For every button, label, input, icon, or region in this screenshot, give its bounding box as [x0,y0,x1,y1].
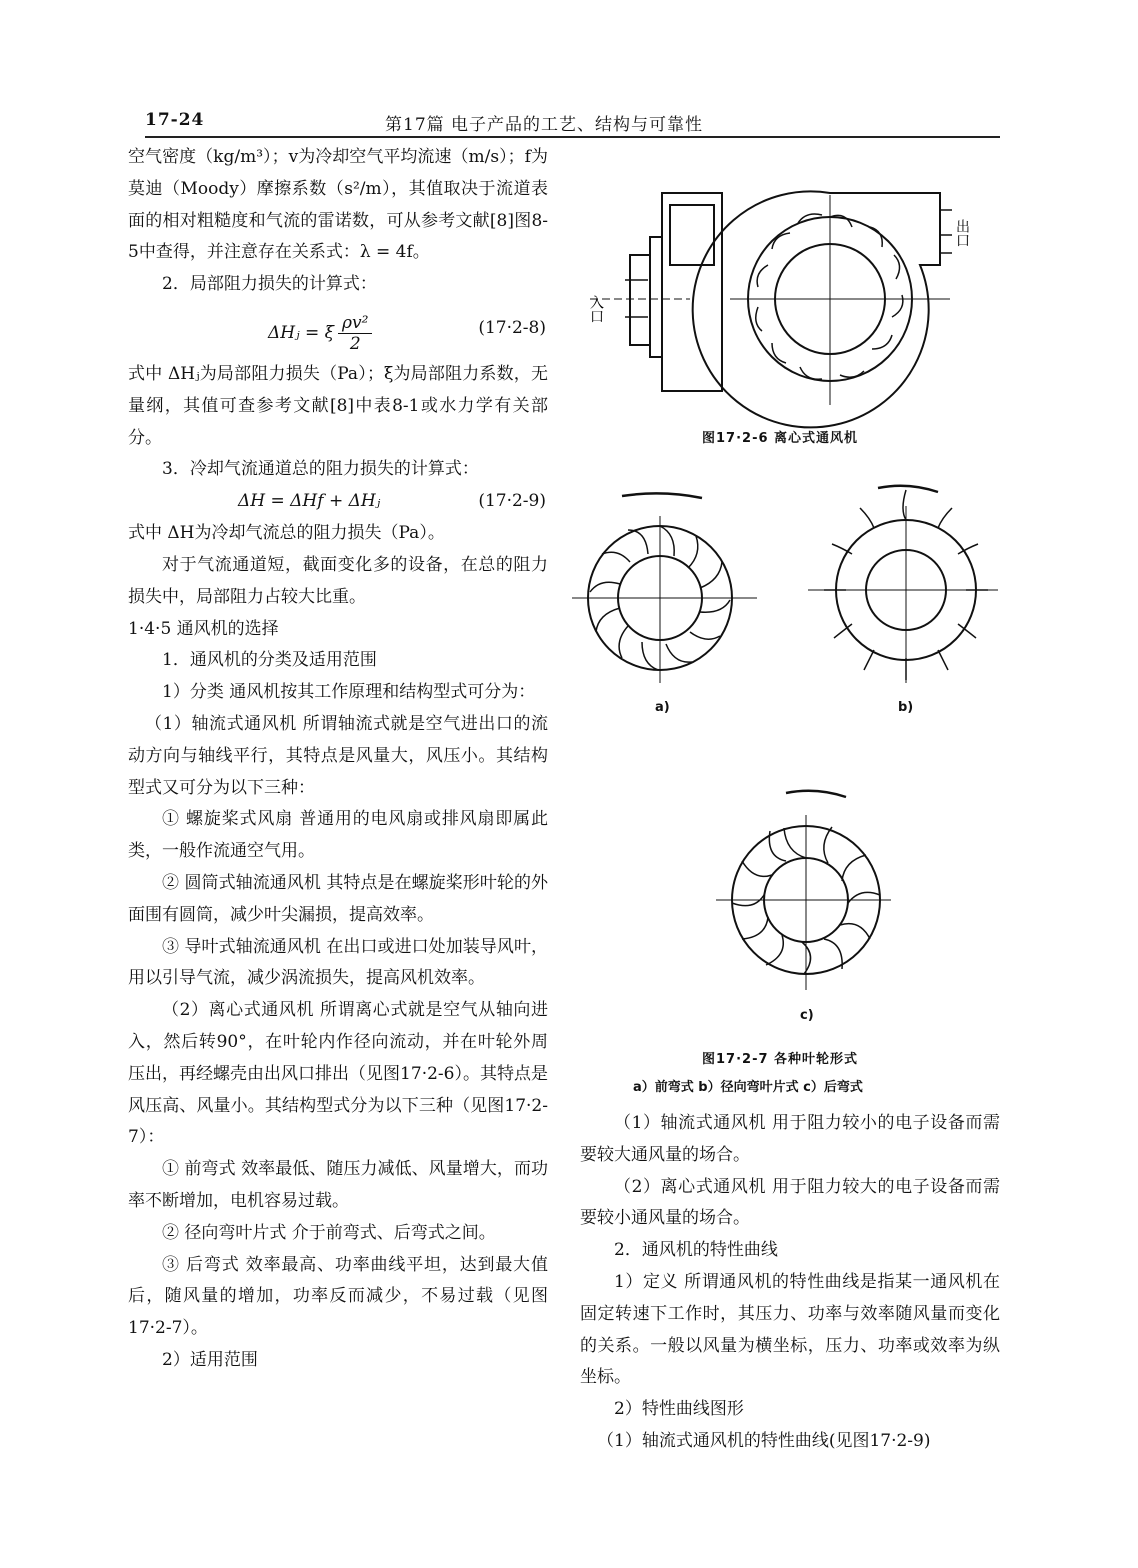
figure-caption: 图17·2-6 离心式通风机 [702,431,859,446]
paragraph: 1）定义 所谓通风机的特性曲线是指某一通风机在固定转速下工作时，其压力、功率与效率随风量而变化的关系。一般以风量为横坐标，压力、功率或效率为纵坐标。 [580,1271,1000,1388]
paragraph: ③ 后弯式 效率最高、功率曲线平坦，达到最大值后，随风量的增加，功率反而减少，不易过载（见图17·2-7）。 [128,1254,548,1339]
formula-17-2-8 [128,301,548,359]
formula-body: ΔH = ΔHf + ΔHⱼ [238,491,381,512]
header-title: 第17篇 电子产品的工艺、结构与可靠性 [385,115,704,135]
paragraph: 2．局部阻力损失的计算式： [162,274,377,295]
page-number: 17-24 [145,110,205,130]
formula-lhs: ΔHⱼ = ξ [268,322,335,343]
figure-caption: 图17·2-7 各种叶轮形式 [702,1052,859,1067]
paragraph: ② 圆筒式轴流通风机 其特点是在螺旋桨形叶轮的外面围有圆筒，减少叶尖漏损，提高效率。 [128,872,548,925]
formula-numerator: ρv² [338,313,372,334]
paragraph: 3．冷却气流通道总的阻力损失的计算式： [162,459,479,480]
paragraph: （1）轴流式通风机 用于阻力较小的电子设备而需要较大通风量的场合。 [580,1113,1000,1165]
paragraph: ② 径向弯叶片式 介于前弯式、后弯式之间。 [162,1222,496,1243]
paragraph: 空气密度（kg/m³）；v为冷却空气平均流速（m/s）；f为莫迪（Moody）摩擦系数（s²/m），其值取决于流道表面的相对粗糙度和气流的雷诺数，可从参考文献[8]图8-5中查得，并注意存在关系式：λ = 4f。 [128,147,548,263]
impeller-forward-curved [572,488,757,688]
formula-17-2-9 [128,486,548,518]
paragraph: （2）离心式通风机 所谓离心式就是空气从轴向进入，然后转90°，在叶轮内作径向流动，并在叶轮外周压出，再经螺壳由出风口排出（见图17·2-6）。其特点是风压高、风量小。其结构型式分为以下三种（见图17·2-7）： [128,1000,548,1148]
section-heading: 1·4·5 通风机的选择 [128,618,279,639]
paragraph: ③ 导叶式轴流通风机 在出口或进口处加装导风叶，用以引导气流，减少涡流损失，提高风机效率。 [128,936,548,989]
impeller-backward-curved [716,785,891,995]
paragraph: 2．通风机的特性曲线 [614,1240,778,1261]
figure-label-a: a) [655,700,670,715]
figure-label-b: b) [898,700,914,715]
paragraph: 式中 ΔHⱼ为局部阻力损失（Pa）；ξ为局部阻力系数，无量纲，其值可查参考文献[8]中表8-1或水力学有关部分。 [128,363,548,448]
left-column [128,142,548,1377]
paragraph: （1）轴流式通风机 所谓轴流式就是空气进出口的流动方向与轴线平行，其特点是风量大，风压小。其结构型式又可分为以下三种： [128,713,548,798]
paragraph: （2）离心式通风机 用于阻力较大的电子设备而需要较小通风量的场合。 [580,1176,1000,1229]
paragraph: ① 前弯式 效率最低、随压力减低、风量增大，而功率不断增加，电机容易过载。 [128,1159,548,1211]
inlet-label: 入口 [588,295,604,323]
figure-subcaption: a）前弯式 b）径向弯叶片式 c）后弯式 [633,1080,863,1095]
formula-number: (17·2-9) [478,491,546,512]
impeller-radial-blade [808,478,998,688]
outlet-label: 出口 [954,219,970,247]
paragraph: 2）适用范围 [162,1349,258,1370]
paragraph: 式中 ΔH为冷却气流总的阻力损失（Pa）。 [128,523,445,544]
paragraph: 1．通风机的分类及适用范围 [162,650,377,671]
paragraph: 2）特性曲线图形 [614,1399,744,1420]
paragraph: ① 螺旋桨式风扇 普通用的电风扇或排风扇即属此类，一般作流通空气用。 [128,809,548,862]
formula-number: (17·2-8) [478,317,546,338]
paragraph: 1）分类 通风机按其工作原理和结构型式可分为： [162,682,536,703]
centrifugal-fan-figure [590,175,990,415]
paragraph: （1）轴流式通风机的特性曲线(见图17·2-9) [597,1430,931,1451]
figure-label-c: c) [800,1008,814,1023]
right-column [580,1108,1000,1458]
paragraph: 对于气流通道短，截面变化多的设备，在总的阻力损失中，局部阻力占较大比重。 [128,554,548,607]
page-header [145,104,1000,138]
formula-denominator: 2 [349,333,361,354]
